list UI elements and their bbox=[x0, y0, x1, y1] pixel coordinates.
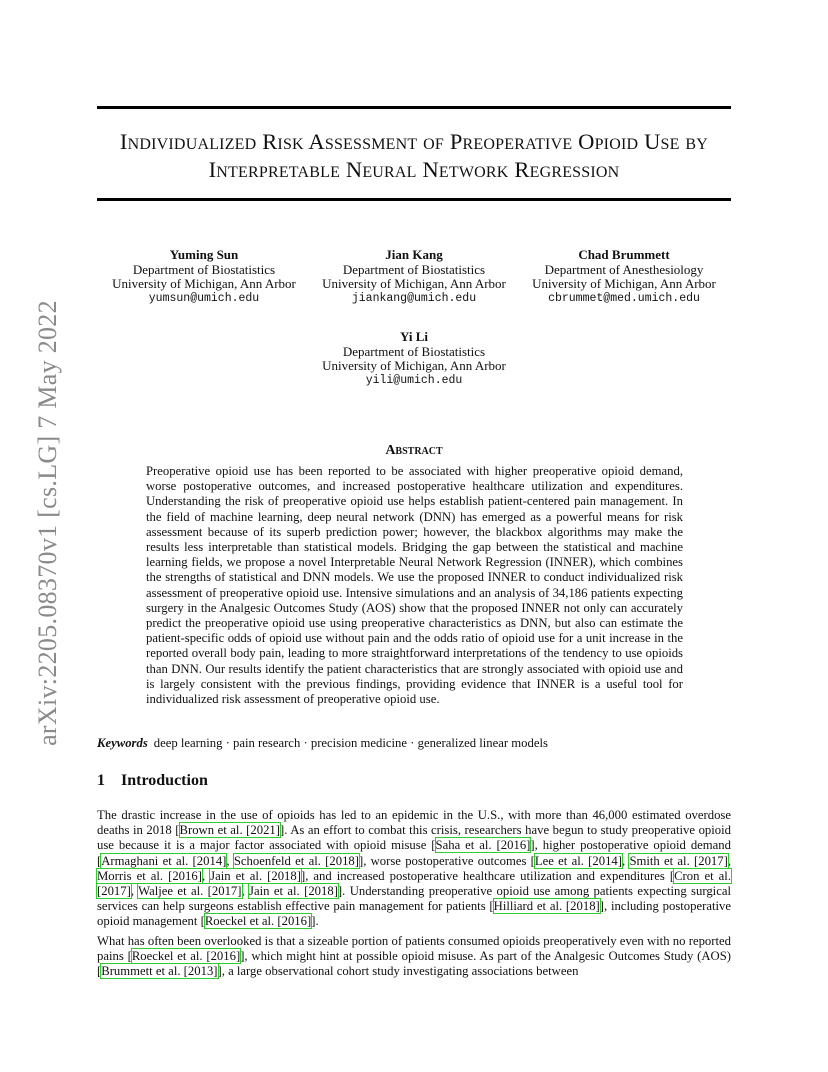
paragraph-text: ], which might hint at possible opioid misuse. As part of the Analgesic Outcomes Study (AOS) [ bbox=[97, 949, 731, 979]
author-block bbox=[310, 330, 518, 388]
paragraph-text: ]. Understanding preoperative opioid use among patients expecting surgical services can help surgeons establish effective pain management for patients [ bbox=[97, 884, 731, 914]
intro-paragraph bbox=[97, 934, 731, 980]
author-name: Chad Brummett bbox=[578, 247, 670, 262]
author-block bbox=[100, 248, 308, 306]
author-email: jiankang@umich.edu bbox=[351, 291, 477, 305]
section-title: Introduction bbox=[121, 772, 208, 789]
title-rule-top bbox=[97, 106, 731, 109]
citation-link[interactable]: Lee et al. [2014] bbox=[534, 853, 622, 868]
author-department: Department of Anesthesiology bbox=[544, 261, 704, 277]
author-name: Jian Kang bbox=[385, 247, 443, 262]
keywords-line bbox=[97, 736, 731, 751]
citation-link[interactable]: Roeckel et al. [2016] bbox=[131, 949, 241, 964]
author-block bbox=[310, 248, 518, 306]
author-name: Yuming Sun bbox=[169, 247, 239, 262]
citation-link[interactable]: Brummett et al. [2013] bbox=[101, 964, 218, 979]
paragraph-text: , bbox=[241, 884, 250, 899]
author-department: Department of Biostatistics bbox=[132, 261, 276, 277]
paragraph-text: , bbox=[201, 868, 211, 883]
intro-paragraph bbox=[97, 808, 731, 930]
citation-link[interactable]: Waljee et al. [2017] bbox=[138, 884, 242, 899]
title-rule-bottom bbox=[97, 198, 731, 201]
citation-link[interactable]: Armaghani et al. [2014] bbox=[101, 853, 227, 868]
abstract-heading: Abstract bbox=[385, 443, 443, 458]
paragraph-text: The drastic increase in the use of opioids has led to an epidemic in the U.S., with more than 46,000 estimated overdose deaths in 2018 [ bbox=[97, 808, 731, 838]
abstract-body: Preoperative opioid use has been reported to be associated with higher preoperative opioid demand, worse postoperative outcomes, and increased postoperative healthcare utilization and expenditures. Understanding the risk of preoperative opioid use helps establish patient-centered pain management. In the field of machine learning, deep neural network (DNN) has emerged as a powerful means for risk assessment because of its superb prediction power; however, the blackbox algorithms may make the results less interpretable than statistical models. Bridging the gap between the statistical and machine learning fields, we propose a novel Interpretable Neural Network Regression (INNER), which combines the strengths of statistical and DNN models. We use the proposed INNER to conduct individualized risk assessment of preoperative opioid use. Intensive simulations and an analysis of 34,186 patients expecting surgery in the Analgesic Outcomes Study (AOS) show that the proposed INNER not only can accurately predict the preoperative opioid use using preoperative characteristics as DNN, but also can estimate the patient-specific odds of opioid use without pain and the odds ratio of opioid use for a unit increase in the reported overall body pain, leading to more straightforward interpretations of the tendency to use opioids than DNN. Our results identify the patient characteristics that are strongly associated with opioid use and is largely consistent with the previous findings, providing evidence that INNER is a useful tool for individualized risk assessment of preoperative opioid use. bbox=[146, 464, 683, 707]
keywords-label: Keywords bbox=[97, 736, 148, 750]
paragraph-text: , bbox=[727, 853, 732, 868]
author-email: yumsun@umich.edu bbox=[148, 291, 260, 305]
author-affiliation: University of Michigan, Ann Arbor bbox=[322, 276, 506, 292]
author-affiliation: University of Michigan, Ann Arbor bbox=[322, 358, 506, 374]
author-email: yili@umich.edu bbox=[365, 373, 463, 387]
paragraph-text: ]. bbox=[311, 914, 319, 929]
author-department: Department of Biostatistics bbox=[342, 261, 486, 277]
paragraph-text: , bbox=[130, 884, 139, 899]
paragraph-text: ], and increased postoperative healthcare utilization and expenditures [ bbox=[300, 868, 675, 883]
paragraph-text: ], higher postoperative opioid demand [ bbox=[97, 838, 731, 868]
paragraph-text: ], a large observational cohort study investigating associations between bbox=[217, 964, 579, 979]
section-number: 1 bbox=[97, 772, 105, 789]
keywords-text: deep learning · pain research · precision medicine · generalized linear models bbox=[153, 736, 548, 750]
paragraph-text: What has often been overlooked is that a sizeable portion of patients consumed opioids preoperatively even with no reported pains [ bbox=[97, 934, 731, 964]
paragraph-text: ], worse postoperative outcomes [ bbox=[358, 853, 535, 868]
author-block bbox=[520, 248, 728, 306]
paragraph-text: ]. As an effort to combat this crisis, researchers have begun to study preoperative opioid use because it is a major factor associated with opioid misuse [ bbox=[97, 823, 731, 853]
author-email: cbrummet@med.umich.edu bbox=[548, 291, 700, 305]
author-affiliation: University of Michigan, Ann Arbor bbox=[532, 276, 716, 292]
citation-link[interactable]: Brown et al. [2021] bbox=[179, 823, 280, 838]
paragraph-text: , bbox=[226, 853, 234, 868]
citation-link[interactable]: Jain et al. [2018] bbox=[210, 868, 301, 883]
arxiv-identifier-stamp: arXiv:2205.08370v1 [cs.LG] 7 May 2022 bbox=[33, 300, 62, 746]
citation-link[interactable]: Hilliard et al. [2018] bbox=[493, 899, 600, 914]
citation-link[interactable]: Jain et al. [2018] bbox=[249, 884, 338, 899]
paper-title: Individualized Risk Assessment of Preoperative Opioid Use by Interpretable Neural Network Regression bbox=[119, 129, 709, 182]
citation-link[interactable]: Smith et al. [2017] bbox=[629, 853, 728, 868]
citation-link[interactable]: Saha et al. [2016] bbox=[435, 838, 531, 853]
author-affiliation: University of Michigan, Ann Arbor bbox=[112, 276, 296, 292]
citation-link[interactable]: Schoenfeld et al. [2018] bbox=[233, 853, 359, 868]
citation-link[interactable]: Cron et al. [2017] bbox=[97, 868, 731, 899]
paragraph-text: ], including postoperative opioid management [ bbox=[97, 899, 731, 929]
citation-link[interactable]: Morris et al. [2016] bbox=[97, 868, 202, 883]
author-name: Yi Li bbox=[399, 329, 429, 344]
author-department: Department of Biostatistics bbox=[342, 343, 486, 359]
citation-link[interactable]: Roeckel et al. [2016] bbox=[204, 914, 312, 929]
paragraph-text: , bbox=[622, 853, 630, 868]
section-heading bbox=[97, 772, 208, 790]
